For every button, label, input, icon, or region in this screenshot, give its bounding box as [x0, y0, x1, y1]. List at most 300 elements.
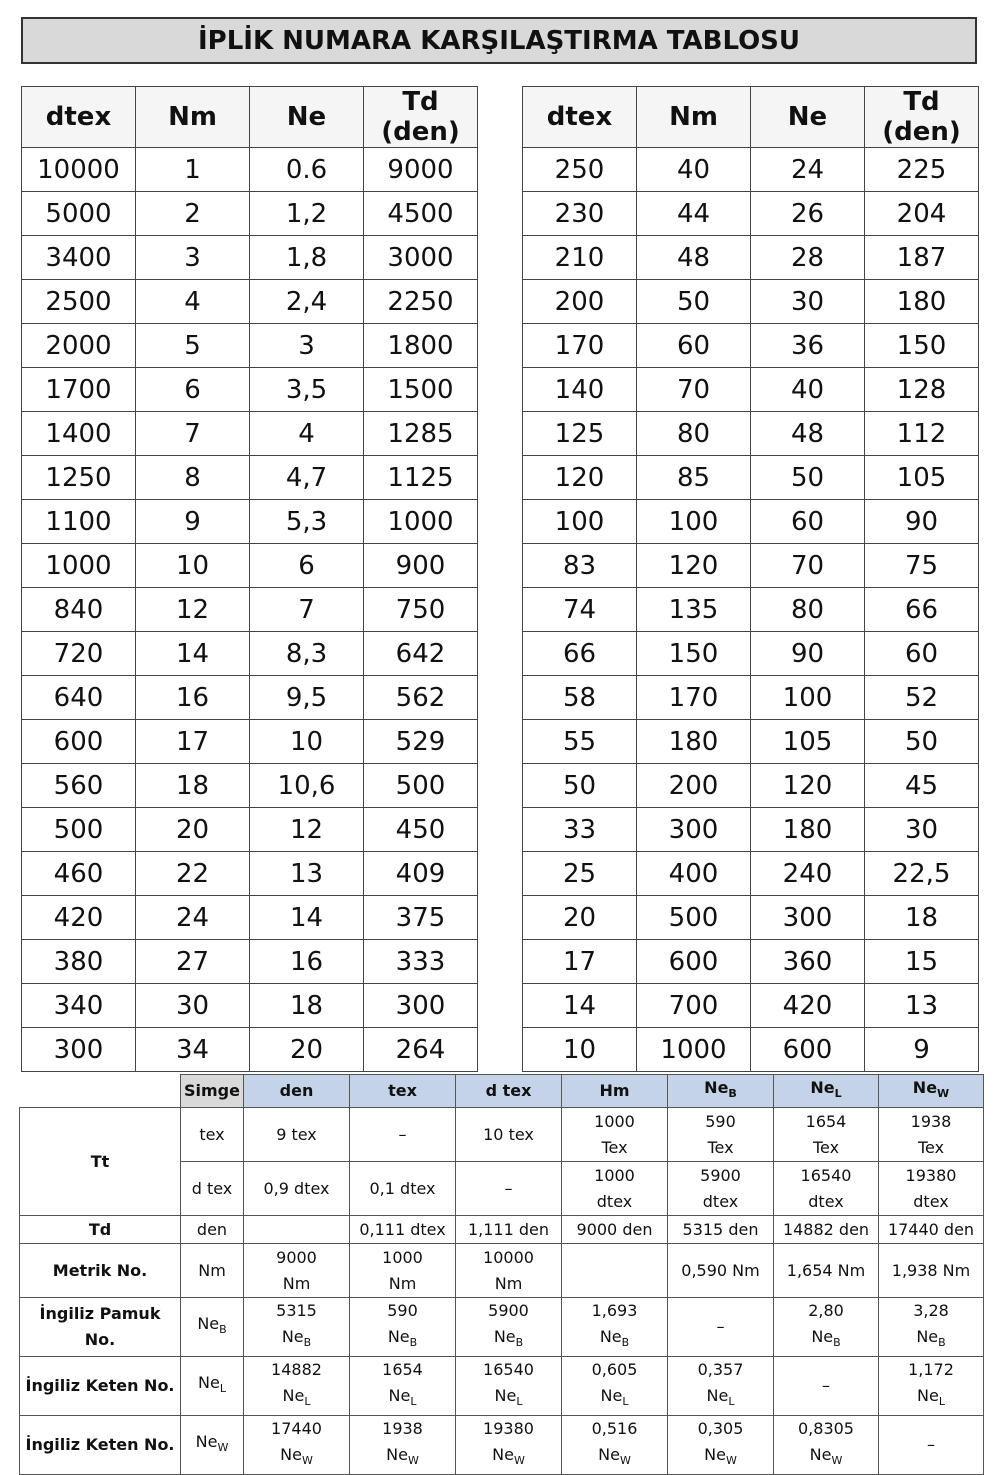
- cell-unit: Ne: [494, 1386, 517, 1405]
- table-cell: 300: [637, 808, 751, 852]
- table-cell: 135: [637, 588, 751, 632]
- cell-value: 9000 den: [576, 1219, 653, 1239]
- conversion-cell: [668, 1357, 774, 1416]
- cell-unit-subscript: L: [410, 1395, 417, 1408]
- cell-value: 9000: [276, 1247, 317, 1267]
- cell-value: 5900: [488, 1301, 529, 1320]
- cell-unit: Ne: [917, 1386, 939, 1405]
- table-cell: 250: [523, 148, 637, 192]
- cell-value: 10 tex: [483, 1124, 534, 1144]
- table-cell: 60: [751, 500, 865, 544]
- table-row: [22, 544, 478, 588]
- table-cell: 120: [751, 764, 865, 808]
- conversion-cell: [244, 1416, 350, 1475]
- conversion-cell: [562, 1244, 668, 1298]
- table-cell: 300: [751, 896, 865, 940]
- table-row: [523, 368, 979, 412]
- cell-value: 14882 den: [782, 1219, 870, 1239]
- cell-unit: Ne: [386, 1445, 408, 1464]
- table-cell: 90: [865, 500, 979, 544]
- table-cell: 5,3: [250, 500, 364, 544]
- symbol-text: tex: [199, 1124, 225, 1144]
- table-row: [523, 764, 979, 808]
- table-cell: 2000: [22, 324, 136, 368]
- table-cell: 500: [364, 764, 478, 808]
- table-cell: 22: [136, 852, 250, 896]
- cell-unit: dtex: [913, 1191, 949, 1211]
- table-cell: 600: [751, 1028, 865, 1072]
- table-cell: 264: [364, 1028, 478, 1072]
- table-row: [22, 280, 478, 324]
- table-row: [523, 808, 979, 852]
- conversion-cell: [456, 1416, 562, 1475]
- conversion-cell: [244, 1244, 350, 1298]
- conversion-cell: [668, 1108, 774, 1162]
- table-cell: 4: [250, 412, 364, 456]
- cell-value: 1,111 den: [467, 1219, 550, 1239]
- table-cell: 120: [523, 456, 637, 500]
- column-header: dtex: [22, 87, 136, 148]
- header-spacer: [20, 1075, 181, 1108]
- table-cell: 50: [865, 720, 979, 764]
- table-cell: 600: [637, 940, 751, 984]
- conversion-row: [20, 1108, 984, 1162]
- table-cell: 170: [637, 676, 751, 720]
- cell-value: 1000: [594, 1165, 635, 1185]
- conversion-cell: [668, 1162, 774, 1216]
- conversion-cell: [456, 1162, 562, 1216]
- table-cell: 60: [637, 324, 751, 368]
- table-cell: 83: [523, 544, 637, 588]
- yarn-count-table-right: [522, 86, 979, 1072]
- table-cell: 1285: [364, 412, 478, 456]
- table-cell: 4: [136, 280, 250, 324]
- table-cell: 13: [250, 852, 364, 896]
- table-cell: 10: [523, 1028, 637, 1072]
- cell-unit: dtex: [808, 1191, 844, 1211]
- table-row: [523, 984, 979, 1028]
- table-cell: 1,2: [250, 192, 364, 236]
- conversion-cell: [562, 1416, 668, 1475]
- cell-value: 1654: [382, 1360, 423, 1379]
- conversion-cell: [879, 1298, 984, 1357]
- cell-value: 1654: [805, 1111, 847, 1131]
- conversion-cell: [774, 1357, 879, 1416]
- cell-unit: dtex: [702, 1191, 739, 1211]
- table-row: [523, 896, 979, 940]
- table-cell: 3: [136, 236, 250, 280]
- table-cell: 9: [136, 500, 250, 544]
- table-cell: 9,5: [250, 676, 364, 720]
- column-label: Ne: [704, 1078, 729, 1097]
- conversion-cell: [456, 1216, 562, 1244]
- cell-value: –: [822, 1376, 830, 1395]
- table-row: [523, 280, 979, 324]
- cell-unit: Nm: [388, 1273, 417, 1293]
- table-cell: 1125: [364, 456, 478, 500]
- symbol-cell: [181, 1244, 244, 1298]
- table-cell: 50: [523, 764, 637, 808]
- conversion-cell: [456, 1244, 562, 1298]
- table-cell: 1000: [22, 544, 136, 588]
- cell-unit-subscript: W: [407, 1454, 419, 1467]
- cell-value: 1,693: [591, 1301, 638, 1320]
- table-row: [22, 764, 478, 808]
- table-cell: 8,3: [250, 632, 364, 676]
- cell-unit-subscript: W: [301, 1454, 313, 1467]
- column-label: Hm: [599, 1081, 630, 1100]
- conversion-cell: [244, 1108, 350, 1162]
- table-cell: 5000: [22, 192, 136, 236]
- column-subscript: L: [834, 1087, 842, 1100]
- table-cell: 1500: [364, 368, 478, 412]
- table-row: [523, 456, 979, 500]
- table-cell: 840: [22, 588, 136, 632]
- column-header: Ne: [751, 87, 865, 148]
- table-cell: 170: [523, 324, 637, 368]
- table-cell: 13: [865, 984, 979, 1028]
- table-cell: 58: [523, 676, 637, 720]
- column-label: Simge: [184, 1081, 240, 1100]
- table-cell: 30: [865, 808, 979, 852]
- cell-value: 0,111 dtex: [359, 1219, 446, 1239]
- table-cell: 80: [751, 588, 865, 632]
- table-cell: 30: [136, 984, 250, 1028]
- conversion-column-header: [350, 1075, 456, 1108]
- cell-value: 9 tex: [276, 1124, 317, 1144]
- conversion-cell: [668, 1416, 774, 1475]
- header-row: [22, 87, 478, 148]
- table-row: [523, 412, 979, 456]
- cell-value: 19380: [483, 1419, 534, 1438]
- conversion-row: [20, 1244, 984, 1298]
- symbol-text: den: [196, 1219, 228, 1239]
- conversion-cell: [244, 1216, 350, 1244]
- cell-value: 590: [387, 1301, 418, 1320]
- table-cell: 70: [751, 544, 865, 588]
- table-cell: 14: [250, 896, 364, 940]
- table-cell: 0.6: [250, 148, 364, 192]
- table-cell: 210: [523, 236, 637, 280]
- table-cell: 3400: [22, 236, 136, 280]
- conversion-cell: [879, 1357, 984, 1416]
- conversion-column-header: [879, 1075, 984, 1108]
- conversion-column-header: [774, 1075, 879, 1108]
- conversion-cell: [879, 1162, 984, 1216]
- table-cell: 40: [751, 368, 865, 412]
- table-cell: 500: [22, 808, 136, 852]
- symbol-cell: [181, 1298, 244, 1357]
- table-cell: 3000: [364, 236, 478, 280]
- cell-value: 1,654 Nm: [786, 1260, 866, 1280]
- table-cell: 204: [865, 192, 979, 236]
- cell-unit: Ne: [281, 1327, 304, 1346]
- table-cell: 7: [136, 412, 250, 456]
- table-cell: 80: [637, 412, 751, 456]
- cell-value: 5900: [700, 1165, 741, 1185]
- cell-unit: Ne: [387, 1327, 410, 1346]
- conversion-column-header: [562, 1075, 668, 1108]
- symbol-cell: [181, 1162, 244, 1216]
- symbol-cell: [181, 1216, 244, 1244]
- table-cell: 300: [364, 984, 478, 1028]
- cell-value: 1938: [382, 1419, 423, 1438]
- table-cell: 125: [523, 412, 637, 456]
- conversion-cell: [879, 1216, 984, 1244]
- table-cell: 5: [136, 324, 250, 368]
- conversion-cell: [879, 1244, 984, 1298]
- cell-value: 5315 den: [682, 1219, 759, 1239]
- table-cell: 18: [250, 984, 364, 1028]
- cell-value: 1938: [910, 1111, 952, 1131]
- cell-unit-subscript: B: [621, 1336, 630, 1349]
- table-cell: 187: [865, 236, 979, 280]
- cell-value: 1000: [594, 1111, 635, 1131]
- cell-value: 0,1 dtex: [369, 1178, 436, 1198]
- table-cell: 25: [523, 852, 637, 896]
- cell-unit: Ne: [704, 1445, 726, 1464]
- table-cell: 45: [865, 764, 979, 808]
- page-title: İPLİK NUMARA KARŞILAŞTIRMA TABLOSU: [21, 17, 977, 64]
- cell-unit-subscript: W: [619, 1454, 631, 1467]
- conversion-column-header: [181, 1075, 244, 1108]
- cell-unit: Tex: [812, 1137, 840, 1157]
- table-cell: 12: [136, 588, 250, 632]
- cell-unit-subscript: W: [831, 1454, 843, 1467]
- symbol-text: Ne: [195, 1432, 218, 1451]
- table-cell: 14: [523, 984, 637, 1028]
- symbol-subscript: L: [219, 1382, 226, 1395]
- table-cell: 375: [364, 896, 478, 940]
- conversion-cell: [456, 1298, 562, 1357]
- cell-unit: Ne: [599, 1327, 622, 1346]
- table-cell: 4500: [364, 192, 478, 236]
- column-header: Td (den): [364, 87, 478, 148]
- column-label: d tex: [485, 1081, 532, 1100]
- table-cell: 128: [865, 368, 979, 412]
- table-cell: 1700: [22, 368, 136, 412]
- table-row: [22, 588, 478, 632]
- conversion-cell: [562, 1357, 668, 1416]
- conversion-cell: [456, 1108, 562, 1162]
- table-row: [523, 852, 979, 896]
- table-cell: 55: [523, 720, 637, 764]
- symbol-cell: [181, 1357, 244, 1416]
- cell-unit: Nm: [494, 1273, 523, 1293]
- table-cell: 1400: [22, 412, 136, 456]
- table-row: [523, 632, 979, 676]
- table-cell: 750: [364, 588, 478, 632]
- table-row: [22, 720, 478, 764]
- table-cell: 10: [136, 544, 250, 588]
- conversion-cell: [350, 1216, 456, 1244]
- table-cell: 720: [22, 632, 136, 676]
- cell-value: 3,28: [913, 1301, 949, 1320]
- table-cell: 9: [865, 1028, 979, 1072]
- cell-unit: Ne: [811, 1327, 834, 1346]
- table-cell: 112: [865, 412, 979, 456]
- column-header: dtex: [523, 87, 637, 148]
- column-subscript: W: [937, 1087, 950, 1100]
- table-cell: 44: [637, 192, 751, 236]
- table-cell: 300: [22, 1028, 136, 1072]
- row-label: Metrik No.: [20, 1244, 181, 1298]
- table-cell: 10000: [22, 148, 136, 192]
- table-cell: 450: [364, 808, 478, 852]
- table-cell: 560: [22, 764, 136, 808]
- cell-unit: Nm: [282, 1273, 311, 1293]
- row-label: İngiliz Keten No.: [20, 1357, 181, 1416]
- table-row: [22, 456, 478, 500]
- table-cell: 140: [523, 368, 637, 412]
- symbol-cell: [181, 1416, 244, 1475]
- table-cell: 460: [22, 852, 136, 896]
- cell-value: 0,357: [697, 1360, 744, 1379]
- table-cell: 60: [865, 632, 979, 676]
- cell-value: 1000: [382, 1247, 423, 1267]
- table-cell: 66: [523, 632, 637, 676]
- table-cell: 18: [865, 896, 979, 940]
- symbol-text: Ne: [198, 1373, 220, 1392]
- table-cell: 333: [364, 940, 478, 984]
- conversion-cell: [350, 1108, 456, 1162]
- cell-value: –: [716, 1317, 725, 1336]
- conversion-cell: [562, 1216, 668, 1244]
- table-row: [22, 676, 478, 720]
- conversion-cell: [562, 1298, 668, 1357]
- table-cell: 529: [364, 720, 478, 764]
- cell-unit-subscript: L: [728, 1395, 735, 1408]
- conversion-column-header: [668, 1075, 774, 1108]
- table-cell: 6: [136, 368, 250, 412]
- table-cell: 20: [250, 1028, 364, 1072]
- symbol-text: d tex: [191, 1178, 233, 1198]
- conversion-cell: [774, 1244, 879, 1298]
- column-header: Td (den): [865, 87, 979, 148]
- cell-unit: Ne: [280, 1445, 302, 1464]
- table-cell: 75: [865, 544, 979, 588]
- table-row: [22, 412, 478, 456]
- table-cell: 150: [865, 324, 979, 368]
- cell-unit-subscript: B: [833, 1336, 841, 1349]
- cell-value: 590: [705, 1111, 736, 1131]
- table-cell: 33: [523, 808, 637, 852]
- conversion-cell: [350, 1416, 456, 1475]
- table-cell: 34: [136, 1028, 250, 1072]
- cell-unit: Ne: [706, 1386, 729, 1405]
- table-cell: 9000: [364, 148, 478, 192]
- cell-value: 0,516: [591, 1419, 638, 1438]
- table-row: [22, 148, 478, 192]
- yarn-count-table-left: [21, 86, 478, 1072]
- cell-unit-subscript: L: [304, 1395, 311, 1408]
- table-cell: 85: [637, 456, 751, 500]
- cell-unit: Ne: [493, 1327, 516, 1346]
- table-row: [22, 368, 478, 412]
- table-row: [22, 852, 478, 896]
- table-cell: 50: [751, 456, 865, 500]
- cell-value: 0,305: [697, 1419, 744, 1438]
- cell-unit: Tex: [917, 1137, 945, 1157]
- cell-value: 14882: [271, 1360, 322, 1379]
- table-cell: 700: [637, 984, 751, 1028]
- table-cell: 2: [136, 192, 250, 236]
- column-label: den: [279, 1081, 314, 1100]
- cell-unit-subscript: B: [303, 1336, 312, 1349]
- column-label: Ne: [912, 1078, 938, 1097]
- cell-unit: Ne: [600, 1386, 623, 1405]
- table-cell: 24: [751, 148, 865, 192]
- conversion-cell: [668, 1216, 774, 1244]
- conversion-cell: [774, 1162, 879, 1216]
- table-row: [523, 324, 979, 368]
- table-cell: 20: [523, 896, 637, 940]
- column-subscript: B: [728, 1087, 737, 1100]
- table-row: [22, 940, 478, 984]
- table-cell: 40: [637, 148, 751, 192]
- conversion-cell: [244, 1162, 350, 1216]
- table-cell: 50: [637, 280, 751, 324]
- cell-value: 17440 den: [887, 1219, 975, 1239]
- table-cell: 18: [136, 764, 250, 808]
- cell-value: –: [398, 1124, 407, 1144]
- table-cell: 26: [751, 192, 865, 236]
- table-cell: 17: [136, 720, 250, 764]
- table-cell: 3: [250, 324, 364, 368]
- header-row: [523, 87, 979, 148]
- cell-value: 0,590 Nm: [681, 1260, 760, 1280]
- cell-value: 0,8305: [798, 1419, 854, 1438]
- table-row: [523, 236, 979, 280]
- symbol-text: Nm: [198, 1260, 226, 1280]
- table-cell: 16: [136, 676, 250, 720]
- cell-value: –: [504, 1178, 513, 1198]
- row-label: İngiliz Keten No.: [20, 1416, 181, 1475]
- conversion-cell: [879, 1416, 984, 1475]
- cell-value: 5315: [276, 1301, 317, 1320]
- table-cell: 360: [751, 940, 865, 984]
- table-cell: 230: [523, 192, 637, 236]
- conversion-cell: [668, 1244, 774, 1298]
- table-row: [22, 324, 478, 368]
- symbol-cell: [181, 1108, 244, 1162]
- cell-unit-subscript: B: [515, 1336, 524, 1349]
- table-cell: 420: [22, 896, 136, 940]
- table-cell: 2,4: [250, 280, 364, 324]
- cell-unit-subscript: L: [622, 1395, 629, 1408]
- conversion-row: [20, 1416, 984, 1475]
- conversion-cell: [879, 1108, 984, 1162]
- table-cell: 20: [136, 808, 250, 852]
- table-cell: 7: [250, 588, 364, 632]
- symbol-subscript: B: [219, 1323, 227, 1336]
- table-cell: 200: [637, 764, 751, 808]
- cell-unit: Tex: [707, 1137, 734, 1157]
- conversion-cell: [562, 1162, 668, 1216]
- conversion-cell: [668, 1298, 774, 1357]
- cell-value: 2,80: [808, 1301, 844, 1320]
- cell-unit-subscript: W: [725, 1454, 737, 1467]
- table-cell: 200: [523, 280, 637, 324]
- column-label: tex: [388, 1081, 417, 1100]
- table-cell: 66: [865, 588, 979, 632]
- table-cell: 1250: [22, 456, 136, 500]
- table-cell: 27: [136, 940, 250, 984]
- cell-unit: dtex: [596, 1191, 633, 1211]
- table-cell: 74: [523, 588, 637, 632]
- cell-value: 17440: [271, 1419, 322, 1438]
- table-row: [523, 192, 979, 236]
